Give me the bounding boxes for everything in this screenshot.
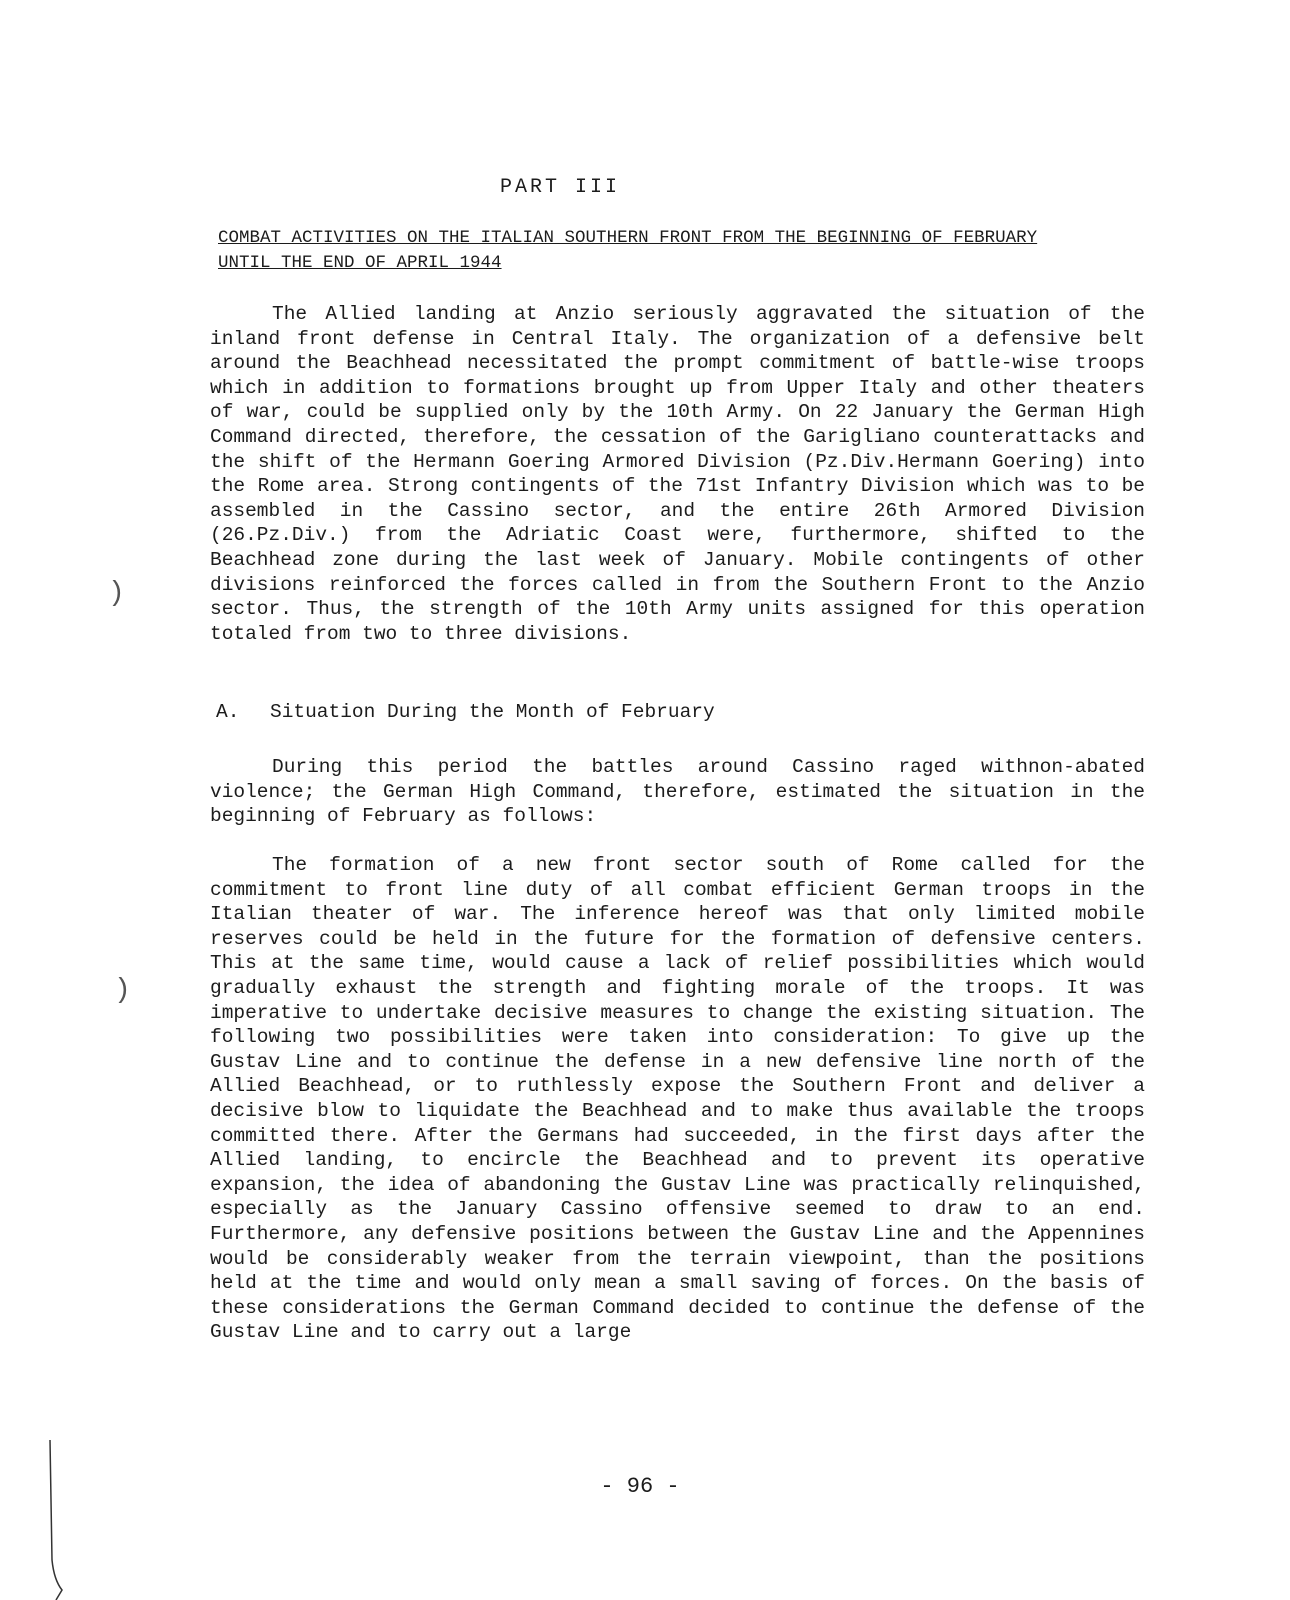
margin-scan-line — [40, 1440, 80, 1600]
part-heading: PART III — [500, 176, 621, 199]
paragraph-february-estimate: During this period the battles around Cassino raged withnon-abated violence; the German High Command, therefore, estimated the situation in the beginning of February as follows: — [210, 756, 1145, 828]
section-heading — [216, 701, 1016, 723]
margin-mark: ) — [108, 578, 125, 609]
paragraph-anzio-landing: The Allied landing at Anzio seriously aggravated the situation of the inland front defense in Central Italy. The organization of a defensive belt around the Beachhead necessitated the prompt commitment of battle-wise troops which in addition to formations brought up from Upper Italy and other theaters of war, could be supplied only by the 10th Army. On 22 January the German High Command directed, therefore, the cessation of the Garigliano counterattacks and the shift of the Hermann Goering Armored Division (Pz.Div.Hermann Goering) into the Rome area. Strong contingents of the 71st Infantry Division which was to be assembled in the Cassino sector, and the entire 26th Armored Division (26.Pz.Div.) from the Adriatic Coast were, furthermore, shifted to the Beachhead zone during the last week of January. Mobile contingents of other divisions reinforced the forces called in from the Southern Front to the Anzio sector. Thus, the strength of the 10th Army units assigned for this operation totaled from two to three divisions. — [210, 303, 1145, 645]
page-number: - 96 - — [600, 1474, 680, 1499]
chapter-title: COMBAT ACTIVITIES ON THE ITALIAN SOUTHERN FRONT FROM THE BEGINNING OF FEBRUARY UNTIL THE END OF APRIL 1944 — [218, 228, 1038, 273]
section-letter: A. — [216, 701, 240, 723]
paragraph-new-front-sector: The formation of a new front sector south of Rome called for the commitment to front line duty of all combat efficient German troops in the Italian theater of war. The inference hereof was that only limited mobile reserves could be held in the future for the formation of defensive centers. This at the same time, would cause a lack of relief possibilities which would gradually exhaust the strength and fighting morale of the troops. It was imperative to undertake decisive measures to change the existing situation. The following two possibilities were taken into consideration: To give up the Gustav Line and to continue the defense in a new defensive line north of the Allied Beachhead, or to ruthlessly expose the Southern Front and deliver a decisive blow to liquidate the Beachhead and to make thus available the troops committed there. After the Germans had succeeded, in the first days after the Allied landing, to encircle the Beachhead and to prevent its operative expansion, the idea of abandoning the Gustav Line was practically relinquished, especially as the January Cassino offensive seemed to draw to an end. Furthermore, any defensive positions between the Gustav Line and the Appennines would be considerably weaker from the terrain viewpoint, than the positions held at the time and would only mean a small saving of forces. On the basis of these considerations the German Command decided to continue the defense of the Gustav Line and to carry out a large — [210, 854, 1145, 1344]
margin-mark: ) — [114, 975, 131, 1006]
section-heading-text: Situation During the Month of February — [270, 701, 715, 723]
